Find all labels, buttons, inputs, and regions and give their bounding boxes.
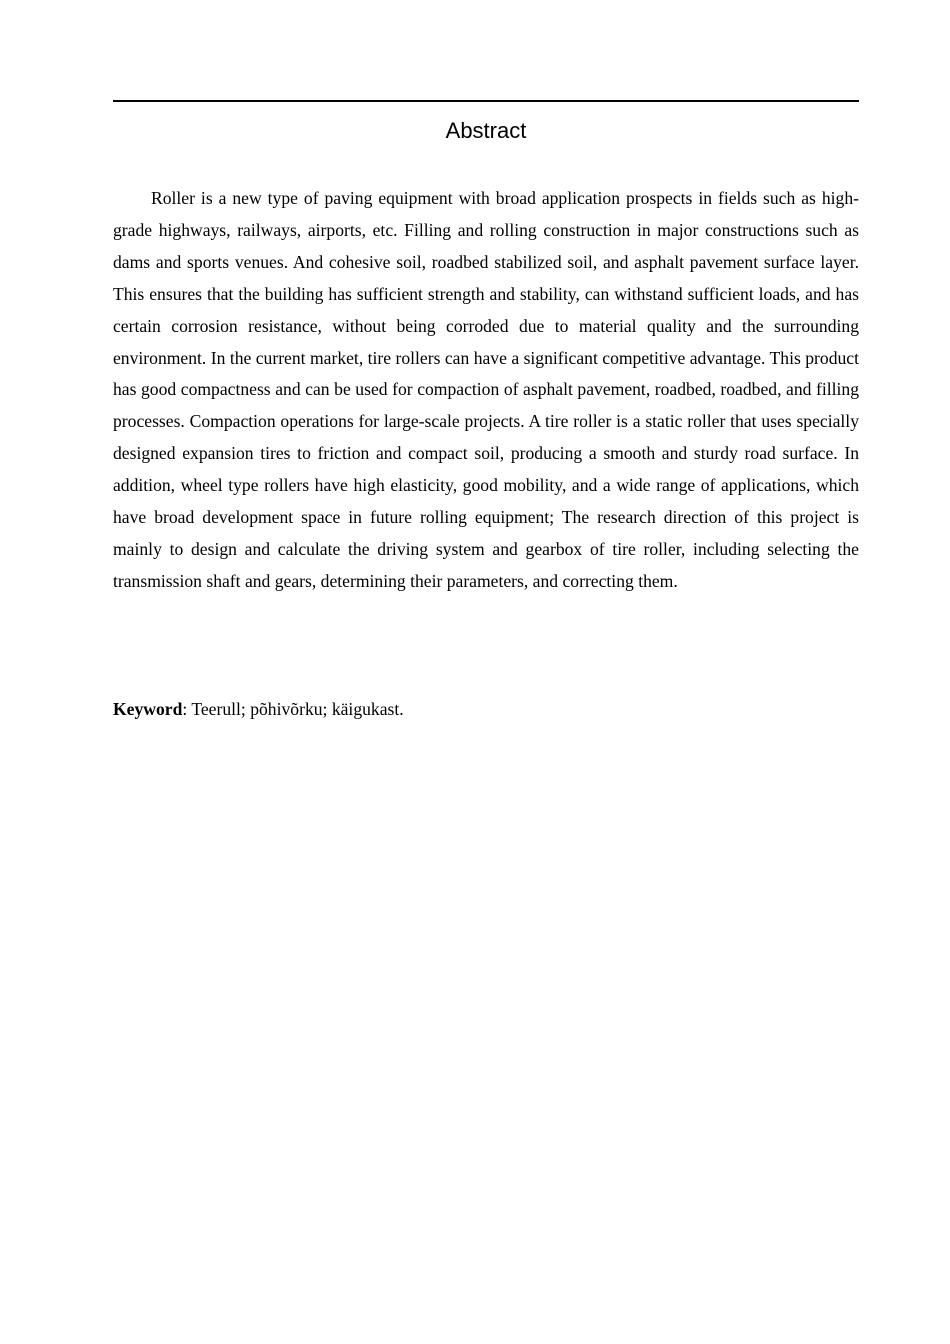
keywords-value: Teerull; põhivõrku; käigukast. xyxy=(191,699,404,719)
abstract-paragraph: Roller is a new type of paving equipment with broad application prospects in fields such as high-grade highways, railways, airports, etc. Filling and rolling construction in major constructions such as dams and sports venues. And cohesive soil, roadbed stabilized soil, and asphalt pavement surface layer. This ensures that the building has sufficient strength and stability, can withstand sufficient loads, and has certain corrosion resistance, without being corroded due to material quality and the surrounding environment. In the current market, tire rollers can have a significant competitive advantage. This product has good compactness and can be used for compaction of asphalt pavement, roadbed, roadbed, and filling processes. Compaction operations for large-scale projects. A tire roller is a static roller that uses specially designed expansion tires to friction and compact soil, producing a smooth and sturdy road surface. In addition, wheel type rollers have high elasticity, good mobility, and a wide range of applications, which have broad development space in future rolling equipment; The research direction of this project is mainly to design and calculate the driving system and gearbox of tire roller, including selecting the transmission shaft and gears, determining their parameters, and correcting them. xyxy=(113,188,859,591)
abstract-heading: Abstract xyxy=(445,118,527,143)
keywords-separator: : xyxy=(182,699,192,719)
header-rule xyxy=(113,100,859,102)
keywords-line xyxy=(113,694,859,726)
keywords-label: Keyword xyxy=(113,699,183,719)
